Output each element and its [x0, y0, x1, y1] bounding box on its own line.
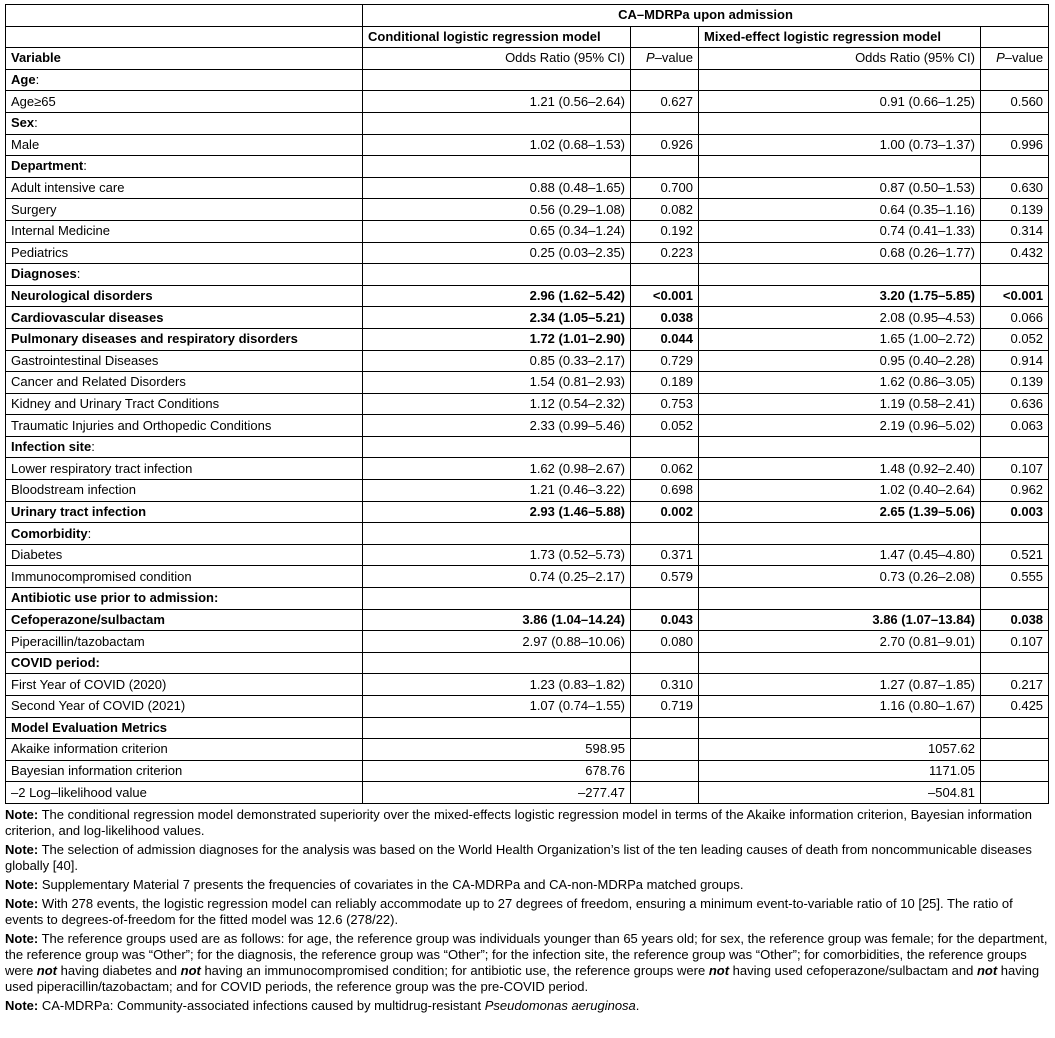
- p-value-model2: 0.560: [981, 91, 1049, 113]
- row-group-label: [6, 69, 363, 91]
- table-row: [6, 285, 1049, 307]
- odds-ratio-model1: 1.72 (1.01–2.90): [363, 328, 631, 350]
- odds-ratio-model2: 1057.62: [699, 739, 981, 761]
- p-letter: P: [996, 50, 1005, 66]
- odds-ratio-model2: 0.74 (0.41–1.33): [699, 220, 981, 242]
- odds-ratio-model1: 1.02 (0.68–1.53): [363, 134, 631, 156]
- odds-ratio-model1: 1.54 (0.81–2.93): [363, 372, 631, 394]
- row-label: First Year of COVID (2020): [6, 674, 363, 696]
- odds-ratio-model2: 1.16 (0.80–1.67): [699, 696, 981, 718]
- row-label: Immunocompromised condition: [6, 566, 363, 588]
- note-text: The conditional regression model demonstrated superiority over the mixed-effects logistic regression model in terms of the Akaike information criterion, Bayesian information criterion, and log-likelihood values.: [5, 806, 1032, 838]
- group-name: COVID period:: [11, 655, 100, 671]
- odds-ratio-model1: 678.76: [363, 760, 631, 782]
- table-row: [6, 393, 1049, 415]
- empty-cell: [631, 264, 699, 286]
- table-row: [6, 480, 1049, 502]
- row-label: Pulmonary diseases and respiratory disorders: [6, 328, 363, 350]
- empty-cell: [699, 436, 981, 458]
- table-note: [5, 842, 1048, 874]
- table-row: [6, 739, 1049, 761]
- empty-cell: [699, 156, 981, 178]
- table-body: [6, 69, 1049, 803]
- row-label: Neurological disorders: [6, 285, 363, 307]
- table-row: [6, 372, 1049, 394]
- p-value-model1: 0.082: [631, 199, 699, 221]
- p-suffix: –value: [654, 50, 693, 66]
- table-row: [6, 782, 1049, 804]
- empty-cell: [363, 112, 631, 134]
- p-header-model2: [981, 48, 1049, 70]
- table-row: [6, 307, 1049, 329]
- row-label: Bloodstream infection: [6, 480, 363, 502]
- row-label: Piperacillin/tazobactam: [6, 631, 363, 653]
- note-text: not: [36, 962, 58, 978]
- table-row: [6, 523, 1049, 545]
- p-value-model1: 0.719: [631, 696, 699, 718]
- empty-cell: [631, 112, 699, 134]
- empty-cell: [699, 717, 981, 739]
- odds-ratio-model2: 0.64 (0.35–1.16): [699, 199, 981, 221]
- p-value-model2: 0.139: [981, 372, 1049, 394]
- note-text: having used piperacillin/tazobactam; and for COVID periods, the reference group was the pre-COVID period.: [5, 962, 1040, 994]
- p-value-model1: 0.310: [631, 674, 699, 696]
- p-header-model1: [631, 48, 699, 70]
- odds-ratio-model2: 0.91 (0.66–1.25): [699, 91, 981, 113]
- empty-cell: [699, 112, 981, 134]
- empty-cell: [631, 156, 699, 178]
- p-value-model1: 0.926: [631, 134, 699, 156]
- group-suffix: :: [76, 266, 81, 282]
- empty-cell: [631, 717, 699, 739]
- table-row: [6, 350, 1049, 372]
- group-suffix: :: [87, 525, 92, 541]
- odds-ratio-model1: 0.88 (0.48–1.65): [363, 177, 631, 199]
- note-text: Supplementary Material 7 presents the frequencies of covariates in the CA-MDRPa and CA-non-MDRPa matched groups.: [38, 876, 744, 892]
- empty-cell: [981, 69, 1049, 91]
- row-label: Diabetes: [6, 544, 363, 566]
- row-label: Gastrointestinal Diseases: [6, 350, 363, 372]
- empty-cell: [363, 523, 631, 545]
- odds-ratio-model2: 1.47 (0.45–4.80): [699, 544, 981, 566]
- p-value-model1: 0.038: [631, 307, 699, 329]
- odds-ratio-model1: 0.74 (0.25–2.17): [363, 566, 631, 588]
- model1-title: Conditional logistic regression model: [363, 26, 631, 48]
- table-note: [5, 807, 1048, 839]
- p-value-model1: 0.189: [631, 372, 699, 394]
- header-blank-cell: [631, 26, 699, 48]
- table-row: [6, 242, 1049, 264]
- row-label: Akaike information criterion: [6, 739, 363, 761]
- table-row: [6, 220, 1049, 242]
- row-label: Cefoperazone/sulbactam: [6, 609, 363, 631]
- p-value-model2: <0.001: [981, 285, 1049, 307]
- p-value-model2: 0.996: [981, 134, 1049, 156]
- p-value-model1: 0.698: [631, 480, 699, 502]
- or-header-model1: Odds Ratio (95% CI): [363, 48, 631, 70]
- odds-ratio-model1: 2.33 (0.99–5.46): [363, 415, 631, 437]
- p-value-model2: 0.107: [981, 458, 1049, 480]
- group-name: Diagnoses: [11, 266, 77, 282]
- empty-cell: [981, 588, 1049, 610]
- odds-ratio-model1: 0.85 (0.33–2.17): [363, 350, 631, 372]
- table-row: [6, 328, 1049, 350]
- note-label: Note:: [5, 930, 39, 946]
- odds-ratio-model1: 0.25 (0.03–2.35): [363, 242, 631, 264]
- row-label: –2 Log–likelihood value: [6, 782, 363, 804]
- empty-cell: [631, 652, 699, 674]
- row-group-label: [6, 436, 363, 458]
- odds-ratio-model1: –277.47: [363, 782, 631, 804]
- p-value-model2: 0.914: [981, 350, 1049, 372]
- p-value-model2: [981, 760, 1049, 782]
- p-value-model1: <0.001: [631, 285, 699, 307]
- note-text: CA-MDRPa: Community-associated infections caused by multidrug-resistant: [38, 997, 485, 1013]
- empty-cell: [699, 69, 981, 91]
- p-value-model2: 0.630: [981, 177, 1049, 199]
- empty-cell: [631, 436, 699, 458]
- p-value-model1: 0.371: [631, 544, 699, 566]
- table-row: [6, 631, 1049, 653]
- empty-cell: [981, 156, 1049, 178]
- note-label: Note:: [5, 997, 39, 1013]
- table-row: [6, 760, 1049, 782]
- table-row: [6, 177, 1049, 199]
- p-value-model1: 0.753: [631, 393, 699, 415]
- row-group-label: [6, 652, 363, 674]
- note-text: having used cefoperazone/sulbactam and: [729, 962, 977, 978]
- note-label: Note:: [5, 841, 39, 857]
- odds-ratio-model1: 2.34 (1.05–5.21): [363, 307, 631, 329]
- odds-ratio-model2: 1171.05: [699, 760, 981, 782]
- note-text: The selection of admission diagnoses for the analysis was based on the World Health Organization’s list of the ten leading causes of death from noncommunicable diseases globally [40].: [5, 841, 1032, 873]
- empty-cell: [981, 523, 1049, 545]
- p-value-model1: 0.223: [631, 242, 699, 264]
- empty-cell: [363, 156, 631, 178]
- empty-cell: [699, 588, 981, 610]
- p-value-model2: 0.038: [981, 609, 1049, 631]
- odds-ratio-model2: 1.19 (0.58–2.41): [699, 393, 981, 415]
- odds-ratio-model1: 1.21 (0.46–3.22): [363, 480, 631, 502]
- or-header-model2: Odds Ratio (95% CI): [699, 48, 981, 70]
- p-value-model1: [631, 739, 699, 761]
- empty-cell: [631, 588, 699, 610]
- p-value-model2: 0.003: [981, 501, 1049, 523]
- header-row-models: [6, 26, 1049, 48]
- empty-cell: [981, 264, 1049, 286]
- note-text: Pseudomonas aeruginosa: [484, 997, 636, 1013]
- empty-cell: [981, 436, 1049, 458]
- group-name: Model Evaluation Metrics: [11, 719, 168, 735]
- table-row: [6, 588, 1049, 610]
- p-value-model2: 0.636: [981, 393, 1049, 415]
- group-suffix: :: [83, 158, 87, 174]
- table-row: [6, 609, 1049, 631]
- odds-ratio-model1: 0.65 (0.34–1.24): [363, 220, 631, 242]
- odds-ratio-model2: 0.68 (0.26–1.77): [699, 242, 981, 264]
- odds-ratio-model2: 1.02 (0.40–2.64): [699, 480, 981, 502]
- odds-ratio-model1: 1.07 (0.74–1.55): [363, 696, 631, 718]
- empty-cell: [631, 523, 699, 545]
- p-value-model1: 0.044: [631, 328, 699, 350]
- row-group-label: [6, 112, 363, 134]
- p-value-model1: 0.627: [631, 91, 699, 113]
- table-row: [6, 717, 1049, 739]
- table-note: [5, 877, 1048, 893]
- empty-cell: [981, 717, 1049, 739]
- empty-cell: [699, 264, 981, 286]
- p-value-model1: 0.043: [631, 609, 699, 631]
- odds-ratio-model2: 2.19 (0.96–5.02): [699, 415, 981, 437]
- empty-cell: [363, 264, 631, 286]
- table-row: [6, 501, 1049, 523]
- p-value-model2: [981, 782, 1049, 804]
- odds-ratio-model2: 0.95 (0.40–2.28): [699, 350, 981, 372]
- odds-ratio-model1: 1.21 (0.56–2.64): [363, 91, 631, 113]
- odds-ratio-model2: –504.81: [699, 782, 981, 804]
- odds-ratio-model2: 0.87 (0.50–1.53): [699, 177, 981, 199]
- row-label: Cardiovascular diseases: [6, 307, 363, 329]
- variable-header: Variable: [6, 48, 363, 70]
- p-value-model2: 0.052: [981, 328, 1049, 350]
- empty-cell: [981, 652, 1049, 674]
- p-value-model2: 0.962: [981, 480, 1049, 502]
- row-label: Pediatrics: [6, 242, 363, 264]
- odds-ratio-model2: 1.00 (0.73–1.37): [699, 134, 981, 156]
- table-note: [5, 896, 1048, 928]
- table-row: [6, 652, 1049, 674]
- note-text: not: [976, 962, 998, 978]
- table-note: [5, 931, 1048, 995]
- row-label: Cancer and Related Disorders: [6, 372, 363, 394]
- p-value-model1: [631, 782, 699, 804]
- group-name: Comorbidity: [11, 525, 88, 541]
- group-name: Department: [11, 158, 84, 174]
- table-row: [6, 674, 1049, 696]
- table-note: [5, 998, 1048, 1014]
- empty-cell: [363, 588, 631, 610]
- p-suffix: –value: [1004, 50, 1044, 66]
- notes-section: [5, 807, 1048, 1014]
- header-blank-cell: [6, 5, 363, 27]
- row-label: Lower respiratory tract infection: [6, 458, 363, 480]
- table-row: [6, 415, 1049, 437]
- row-group-label: [6, 264, 363, 286]
- note-text: With 278 events, the logistic regression model can reliably accommodate up to 27 degrees of freedom, ensuring a minimum event-to-variable ratio of 10 [25]. The ratio of events to degrees-of-freedom for the fitted model was 12.6 (278/22).: [5, 895, 1013, 927]
- empty-cell: [363, 69, 631, 91]
- empty-cell: [363, 652, 631, 674]
- empty-cell: [631, 69, 699, 91]
- p-value-model2: 0.432: [981, 242, 1049, 264]
- p-value-model1: 0.080: [631, 631, 699, 653]
- note-text: not: [180, 962, 201, 978]
- p-value-model1: 0.579: [631, 566, 699, 588]
- model2-title: Mixed-effect logistic regression model: [699, 26, 981, 48]
- row-group-label: [6, 523, 363, 545]
- p-letter: P: [646, 50, 655, 66]
- odds-ratio-model2: 1.62 (0.86–3.05): [699, 372, 981, 394]
- odds-ratio-model1: 2.97 (0.88–10.06): [363, 631, 631, 653]
- group-name: Age: [11, 72, 36, 88]
- note-label: Note:: [5, 876, 39, 892]
- row-label: Kidney and Urinary Tract Conditions: [6, 393, 363, 415]
- note-text: .: [635, 997, 640, 1013]
- odds-ratio-model2: 0.73 (0.26–2.08): [699, 566, 981, 588]
- odds-ratio-model1: 1.62 (0.98–2.67): [363, 458, 631, 480]
- p-value-model2: 0.063: [981, 415, 1049, 437]
- odds-ratio-model2: 3.86 (1.07–13.84): [699, 609, 981, 631]
- row-label: Adult intensive care: [6, 177, 363, 199]
- group-name: Infection site: [11, 439, 92, 455]
- table-row: [6, 566, 1049, 588]
- note-text: not: [708, 962, 730, 978]
- row-group-label: [6, 717, 363, 739]
- p-value-model2: 0.555: [981, 566, 1049, 588]
- table-row: [6, 544, 1049, 566]
- p-value-model1: 0.062: [631, 458, 699, 480]
- odds-ratio-model1: 1.12 (0.54–2.32): [363, 393, 631, 415]
- note-text: having an immunocompromised condition; for antibiotic use, the reference groups were: [200, 962, 709, 978]
- odds-ratio-model2: 2.08 (0.95–4.53): [699, 307, 981, 329]
- row-group-label: [6, 588, 363, 610]
- odds-ratio-model1: 2.96 (1.62–5.42): [363, 285, 631, 307]
- header-row-group: [6, 5, 1049, 27]
- p-value-model1: 0.192: [631, 220, 699, 242]
- group-suffix: :: [35, 72, 40, 88]
- row-label: Internal Medicine: [6, 220, 363, 242]
- odds-ratio-model1: 1.73 (0.52–5.73): [363, 544, 631, 566]
- odds-ratio-model2: 3.20 (1.75–5.85): [699, 285, 981, 307]
- p-value-model2: 0.425: [981, 696, 1049, 718]
- note-text: having diabetes and: [57, 962, 181, 978]
- odds-ratio-model1: 0.56 (0.29–1.08): [363, 199, 631, 221]
- odds-ratio-model2: 2.65 (1.39–5.06): [699, 501, 981, 523]
- table-row: [6, 696, 1049, 718]
- table-row: [6, 156, 1049, 178]
- note-label: Note:: [5, 895, 39, 911]
- row-label: Age≥65: [6, 91, 363, 113]
- table-row: [6, 458, 1049, 480]
- p-value-model1: 0.052: [631, 415, 699, 437]
- p-value-model2: 0.107: [981, 631, 1049, 653]
- empty-cell: [363, 717, 631, 739]
- empty-cell: [981, 112, 1049, 134]
- row-group-label: [6, 156, 363, 178]
- table-row: [6, 199, 1049, 221]
- p-value-model2: 0.314: [981, 220, 1049, 242]
- p-value-model2: 0.139: [981, 199, 1049, 221]
- p-value-model2: 0.217: [981, 674, 1049, 696]
- header-blank-cell: [981, 26, 1049, 48]
- p-value-model1: [631, 760, 699, 782]
- odds-ratio-model1: 1.23 (0.83–1.82): [363, 674, 631, 696]
- group-name: Antibiotic use prior to admission:: [11, 590, 219, 606]
- odds-ratio-model2: 1.27 (0.87–1.85): [699, 674, 981, 696]
- row-label: Bayesian information criterion: [6, 760, 363, 782]
- results-table: [5, 4, 1049, 804]
- row-label: Traumatic Injuries and Orthopedic Conditions: [6, 415, 363, 437]
- row-label: Second Year of COVID (2021): [6, 696, 363, 718]
- p-value-model1: 0.002: [631, 501, 699, 523]
- group-suffix: :: [34, 115, 38, 131]
- odds-ratio-model1: 2.93 (1.46–5.88): [363, 501, 631, 523]
- table-row: [6, 69, 1049, 91]
- note-text: The reference groups used are as follows: for age, the reference group was individuals younger than 65 years old; for sex, the reference group was female; for the department, the reference group was “Other”; for the diagnosis, the reference group was “Other”; for the infection site, the reference group was “Other”; for comorbidities, the reference groups were: [5, 930, 1048, 978]
- odds-ratio-model2: 1.48 (0.92–2.40): [699, 458, 981, 480]
- header-row-columns: [6, 48, 1049, 70]
- table-row: [6, 112, 1049, 134]
- empty-cell: [699, 523, 981, 545]
- group-suffix: :: [91, 439, 95, 455]
- odds-ratio-model2: 2.70 (0.81–9.01): [699, 631, 981, 653]
- table-row: [6, 134, 1049, 156]
- empty-cell: [363, 436, 631, 458]
- group-title: CA–MDRPa upon admission: [363, 5, 1049, 27]
- odds-ratio-model1: 3.86 (1.04–14.24): [363, 609, 631, 631]
- row-label: Male: [6, 134, 363, 156]
- empty-cell: [699, 652, 981, 674]
- odds-ratio-model2: 1.65 (1.00–2.72): [699, 328, 981, 350]
- p-value-model2: 0.521: [981, 544, 1049, 566]
- table-row: [6, 91, 1049, 113]
- row-label: Urinary tract infection: [6, 501, 363, 523]
- p-value-model2: 0.066: [981, 307, 1049, 329]
- group-name: Sex: [11, 115, 35, 131]
- row-label: Surgery: [6, 199, 363, 221]
- header-blank-cell: [6, 26, 363, 48]
- p-value-model2: [981, 739, 1049, 761]
- p-value-model1: 0.700: [631, 177, 699, 199]
- table-row: [6, 436, 1049, 458]
- note-label: Note:: [5, 806, 39, 822]
- odds-ratio-model1: 598.95: [363, 739, 631, 761]
- table-row: [6, 264, 1049, 286]
- p-value-model1: 0.729: [631, 350, 699, 372]
